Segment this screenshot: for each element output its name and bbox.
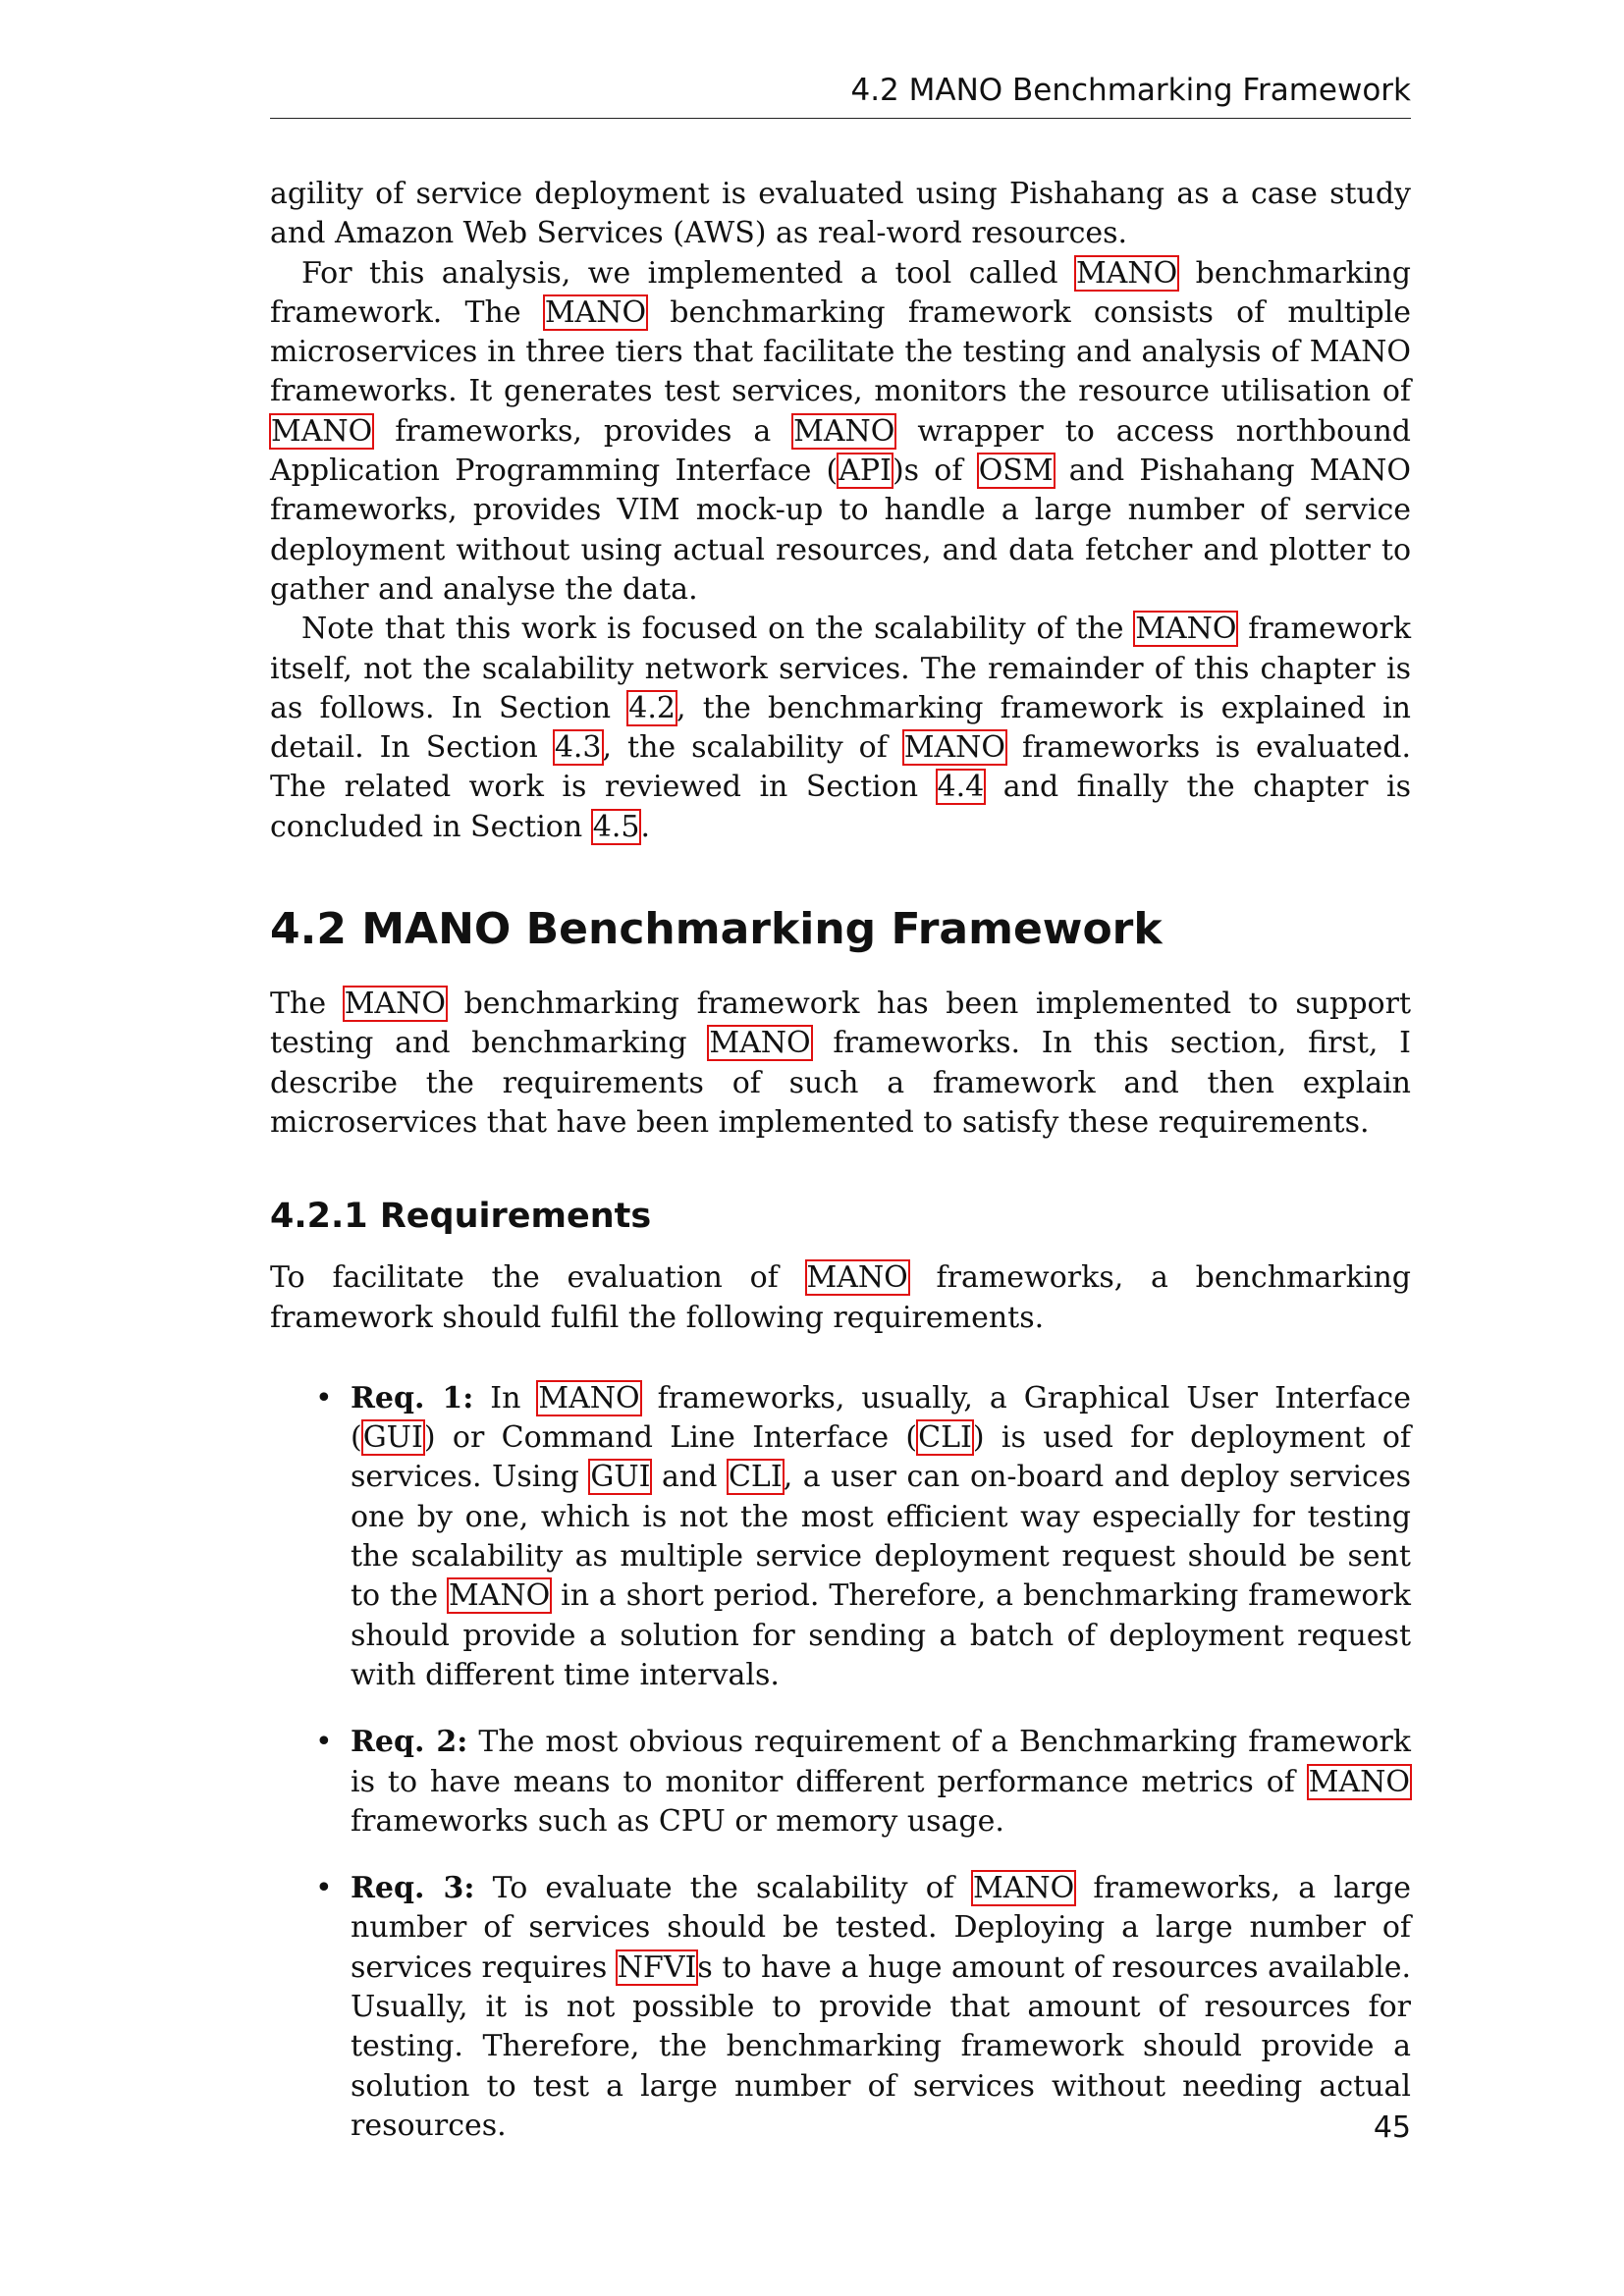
acronym-link-osm[interactable]: OSM	[978, 454, 1054, 489]
acronym-link-mano[interactable]: MANO	[1075, 255, 1178, 291]
acronym-link-mano[interactable]: MANO	[903, 730, 1005, 766]
list-item	[270, 1723, 1411, 1842]
acronym-link-mano[interactable]: MANO	[806, 1260, 908, 1296]
requirement-3-text: Req. 3: To evaluate the scalability of MANO frameworks, a large number of services should be tested. Deploying a large number of services requires NFVIs to have a huge amount of resources available. Usually, it is not possible to provide that amount of resources for testing. Therefore, the benchmarking framework should provide a solution to test a large number of services without needing actual resources.	[351, 1871, 1412, 2143]
acronym-link-cli[interactable]: CLI	[918, 1420, 972, 1456]
requirement-1-text: Req. 1: In MANO frameworks, usually, a Graphical User Interface (GUI) or Command Line Interface (CLI) is used for deployment of services. Using GUI and CLI, a user can on-board and deploy services one by one, which is not the most efficient way especially for testing the scalability as multiple service deployment request should be sent to the MANO in a short period. Therefore, a benchmarking framework should provide a solution for sending a batch of deployment request with different time intervals.	[351, 1380, 1411, 1692]
section-ref-link[interactable]: 4.3	[554, 730, 602, 766]
header-rule	[270, 118, 1411, 119]
acronym-link-gui[interactable]: GUI	[590, 1460, 651, 1495]
section-ref-link[interactable]: 4.2	[628, 690, 677, 725]
acronym-link-mano[interactable]: MANO	[544, 294, 647, 330]
section-paragraph-1: The MANO benchmarking framework has been implemented to support testing and benchmarking MANO frameworks. In this section, first, I describe the requirements of such a framework and then explain microservices that have been implemented to satisfy these requirements.	[270, 987, 1411, 1140]
intro-paragraph-1: agility of service deployment is evaluated using Pishahang as a case study and Amazon Web Services (AWS) as real-word resources.	[270, 177, 1411, 251]
section-ref-link[interactable]: 4.5	[592, 809, 640, 844]
acronym-link-mano[interactable]: MANO	[793, 413, 895, 449]
bullet-icon: •	[315, 1725, 333, 1760]
requirement-2-text: Req. 2: The most obvious requirement of a Benchmarking framework is to have means to monitor different performance metrics of MANO frameworks such as CPU or memory usage.	[351, 1725, 1411, 1839]
bullet-icon: •	[315, 1380, 333, 1415]
page-number: 45	[1373, 2110, 1411, 2145]
acronym-link-mano[interactable]: MANO	[538, 1380, 640, 1415]
bullet-icon: •	[315, 1871, 333, 1906]
list-item	[270, 1379, 1411, 1695]
acronym-link-api[interactable]: API	[839, 454, 892, 489]
requirement-label: Req. 3:	[351, 1871, 475, 1906]
requirement-label: Req. 1:	[351, 1380, 474, 1415]
acronym-link-mano[interactable]: MANO	[271, 413, 373, 449]
subsection-heading: 4.2.1 Requirements	[270, 1197, 652, 1237]
page-body	[270, 175, 1411, 2146]
list-item	[270, 1869, 1411, 2146]
requirement-label: Req. 2:	[351, 1725, 468, 1760]
acronym-link-nfvi[interactable]: NFVI	[617, 1949, 697, 1985]
acronym-link-mano[interactable]: MANO	[1135, 612, 1237, 647]
intro-paragraph-3: Note that this work is focused on the scalability of the MANO framework itself, not the scalability network services. The remainder of this chapter is as follows. In Section 4.2, the benchmarking framework is explained in detail. In Section 4.3, the scalability of MANO frameworks is evaluated. The related work is reviewed in Section 4.4 and finally the chapter is concluded in Section 4.5.	[270, 612, 1412, 844]
acronym-link-mano[interactable]: MANO	[344, 987, 446, 1022]
requirements-list	[270, 1379, 1411, 2146]
intro-paragraph-2: For this analysis, we implemented a tool called MANO benchmarking framework. The MANO benchmarking framework consists of multiple microservices in three tiers that facilitate the testing and analysis of MANO frameworks. It generates test services, monitors the resource utilisation of MANO frameworks, provides a MANO wrapper to access northbound Application Programming Interface (API)s of OSM and Pishahang MANO frameworks, provides VIM mock-up to handle a large number of service deployment without using actual resources, and data fetcher and plotter to gather and analyse the data.	[270, 255, 1411, 607]
subsection-paragraph-1: To facilitate the evaluation of MANO frameworks, a benchmarking framework should fulfil the following requirements.	[270, 1260, 1412, 1335]
acronym-link-mano[interactable]: MANO	[449, 1578, 551, 1614]
section-ref-link[interactable]: 4.4	[937, 770, 985, 805]
acronym-link-mano[interactable]: MANO	[709, 1026, 811, 1061]
section-heading: 4.2 MANO Benchmarking Framework	[270, 904, 1163, 955]
acronym-link-mano[interactable]: MANO	[1308, 1764, 1410, 1799]
acronym-link-cli[interactable]: CLI	[728, 1460, 783, 1495]
acronym-link-gui[interactable]: GUI	[362, 1420, 423, 1456]
acronym-link-mano[interactable]: MANO	[973, 1871, 1075, 1906]
running-header: 4.2 MANO Benchmarking Framework	[850, 73, 1411, 108]
